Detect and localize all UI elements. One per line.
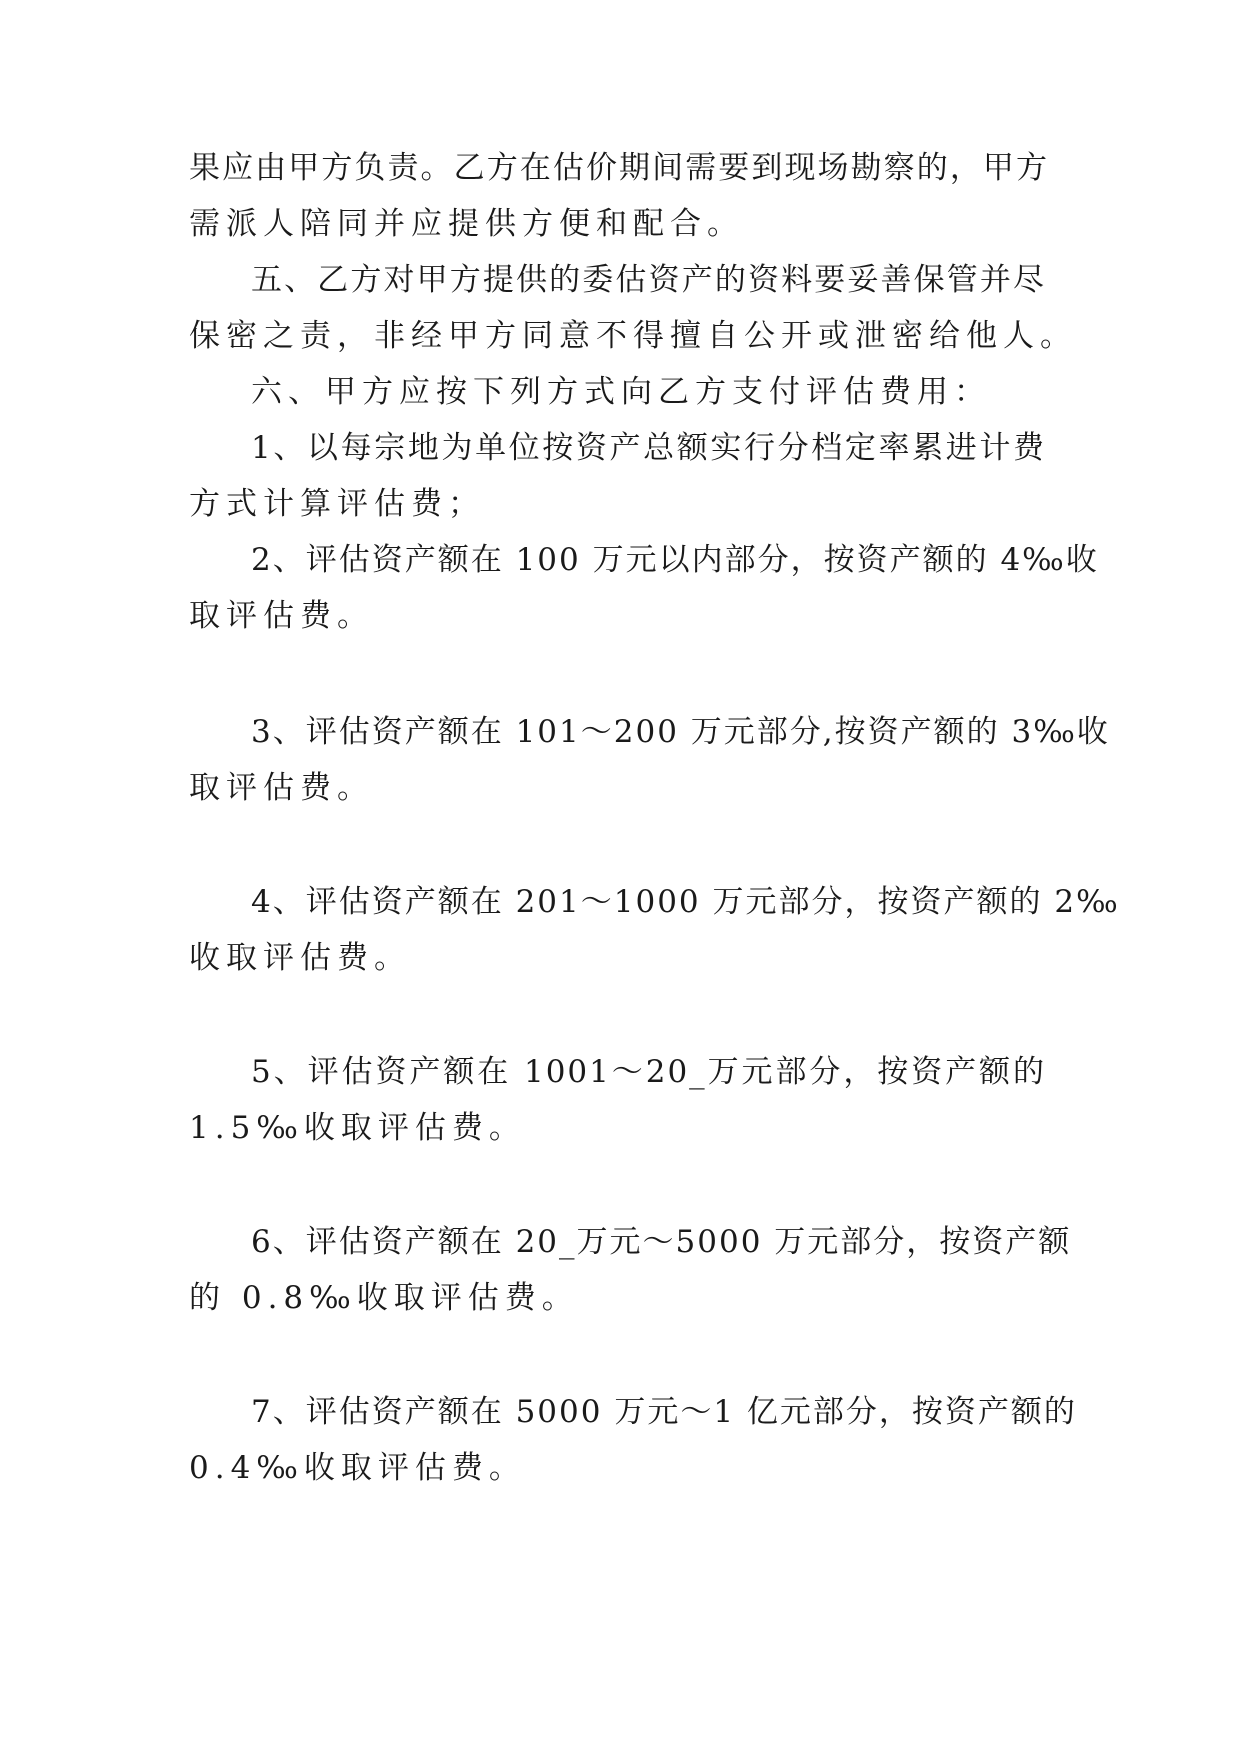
paragraph-line: 取评估费。 [189,770,374,806]
paragraph-line: 4、评估资产额在 201～1000 万元部分，按资产额的 2‰ [251,884,1120,920]
paragraph-line: 2、评估资产额在 100 万元以内部分，按资产额的 4‰收 [251,542,1099,578]
paragraph-line: 3、评估资产额在 101～200 万元部分,按资产额的 3‰收 [251,714,1110,750]
paragraph-line: 7、评估资产额在 5000 万元～1 亿元部分，按资产额的 [251,1394,1077,1430]
paragraph-line: 收取评估费。 [189,940,411,976]
paragraph-line: 取评估费。 [189,598,374,634]
paragraph-line: 果应由甲方负责。乙方在估价期间需要到现场勘察的，甲方 [189,150,1049,186]
paragraph-line: 保密之责，非经甲方同意不得擅自公开或泄密给他人。 [189,318,1077,354]
paragraph-line: 方式计算评估费； [189,486,485,522]
paragraph-line: 0.4‰收取评估费。 [189,1450,526,1486]
paragraph-line: 1、以每宗地为单位按资产总额实行分档定率累进计费 [251,430,1046,466]
paragraph-line: 的 0.8‰收取评估费。 [189,1280,579,1316]
paragraph-line: 需派人陪同并应提供方便和配合。 [189,206,744,242]
paragraph-line: 1.5‰收取评估费。 [189,1110,526,1146]
paragraph-line: 5、评估资产额在 1001～20_万元部分，按资产额的 [251,1054,1046,1090]
paragraph-line: 五、乙方对甲方提供的委估资产的资料要妥善保管并尽 [251,262,1046,298]
paragraph-line: 6、评估资产额在 20_万元～5000 万元部分，按资产额 [251,1224,1072,1260]
paragraph-line: 六、甲方应按下列方式向乙方支付评估费用： [251,374,991,410]
